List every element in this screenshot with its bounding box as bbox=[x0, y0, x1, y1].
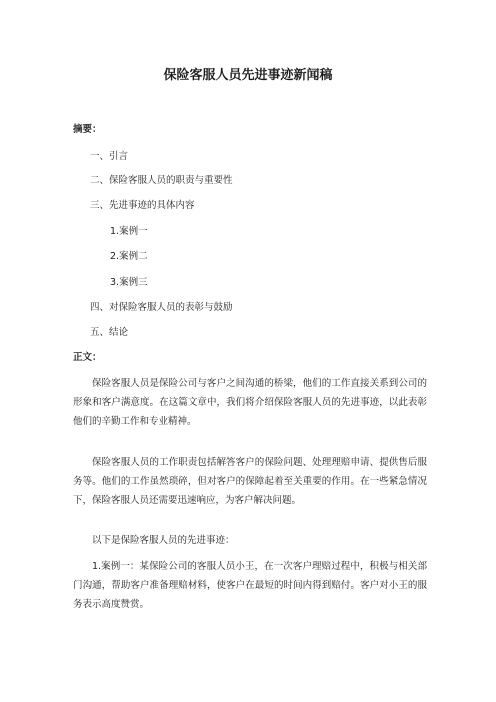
toc-item-conclusion: 五、结论 bbox=[90, 327, 129, 338]
toc-item-deeds: 三、先进事迹的具体内容 bbox=[90, 200, 195, 211]
toc-item-case-3: 3.案例三 bbox=[110, 277, 148, 288]
toc-item-case-2: 2.案例二 bbox=[110, 251, 148, 262]
body-label: 正文： bbox=[73, 352, 102, 363]
paragraph-duties: 保险客服人员的工作职责包括解答客户的保险问题、处理理赔申请、提供售后服务等。他们的工作虽然琐碎，但对客户的保障起着至关重要的作用。在一些紧急情况下，保险客服人员还需要迅速响应，为客户解决问题。 bbox=[73, 457, 427, 506]
paragraph-deeds-lead: 以下是保险客服人员的先进事迹： bbox=[92, 535, 235, 546]
toc-item-duties: 二、保险客服人员的职责与重要性 bbox=[90, 175, 233, 186]
toc-item-case-1: 1.案例一 bbox=[110, 226, 148, 237]
document-title: 保险客服人员先进事迹新闻稿 bbox=[163, 68, 333, 83]
abstract-label: 摘要： bbox=[73, 124, 102, 135]
toc-item-intro: 一、引言 bbox=[90, 151, 129, 162]
paragraph-case-1: 1.案例一：某保险公司的客服人员小王，在一次客户理赔过程中，积极与相关部门沟通，帮助客户准备理赔材料，使客户在最短的时间内得到赔付。客户对小王的服务表示高度赞赏。 bbox=[73, 561, 427, 610]
toc-item-commendation: 四、对保险客服人员的表彰与鼓励 bbox=[90, 302, 233, 313]
paragraph-intro: 保险客服人员是保险公司与客户之间沟通的桥梁，他们的工作直接关系到公司的形象和客户满意度。在这篇文章中，我们将介绍保险客服人员的先进事迹，以此表彰他们的辛勤工作和专业精神。 bbox=[73, 378, 427, 427]
